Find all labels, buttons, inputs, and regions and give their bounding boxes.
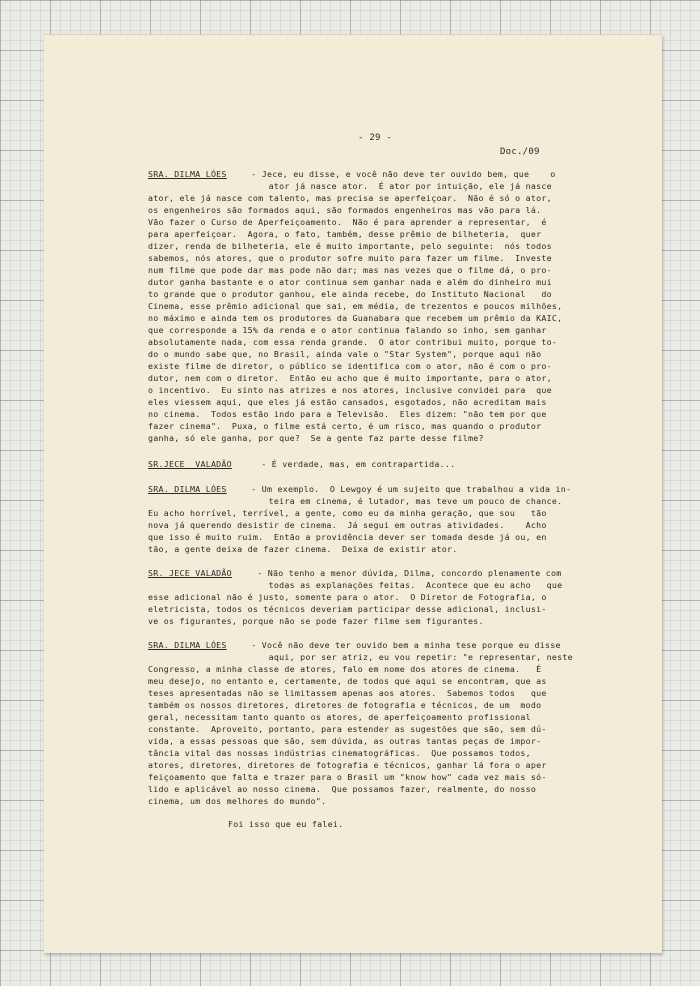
speech-line: Eu acho horrível, terrível, a gente, como eu da minha geração, que sou tão	[148, 508, 547, 518]
speech-line: to grande que o produtor ganhou, ele ainda recebe, do Instituto Nacional do	[148, 289, 552, 299]
speech-line: fazer cinema". Puxa, o filme está certo, é um risco, mas quando o produtor	[148, 421, 542, 431]
speech-line: dutor ganha bastante e o ator continua sem ganhar nada e além do dinheiro mui	[148, 277, 552, 287]
speech-line: existe filme de diretor, o público se identifica com o ator, não é com o pro-	[148, 361, 552, 371]
speech-line: que isso é muito ruim. Então a providência dever ser tomada desde já ou, en	[148, 532, 547, 542]
speech-line: tão, a gente deixa de fazer cinema. Deixa de existir ator.	[148, 544, 458, 554]
speaker-name: SRA. DILMA LÓES	[148, 484, 227, 494]
document-page	[44, 34, 662, 953]
speech-line: - É verdade, mas, em contrapartida...	[256, 459, 456, 469]
speech-line: ve os figurantes, porque não se pode fazer filme sem figurantes.	[148, 616, 484, 626]
speech-line: ganha, só ele ganha, por que? Se a gente faz parte desse filme?	[148, 433, 484, 443]
speech-line: lido e aplicável ao nosso cinema. Que possamos fazer, realmente, do nosso	[148, 784, 537, 794]
speech-line: que corresponde a 15% da renda e o ator continua falando so inho, sem ganhar	[148, 325, 547, 335]
speech-line: cinema, um dos melhores do mundo".	[148, 796, 327, 806]
speech-line: num filme que pode dar mas pode não dar; mas nas vezes que o filme dá, o pro-	[148, 265, 552, 275]
speech-line: feiçoamento que falta e trazer para o Brasil um "know how" cada vez mais só-	[148, 772, 547, 782]
speech-line: todas as explanações feitas. Acontece que eu acho que	[148, 580, 563, 590]
speech-line: constante. Aproveito, portanto, para estender as sugestões que são, sem dú-	[148, 724, 547, 734]
speech-line: - Não tenho a menor dúvida, Dilma, concordo plenamente com	[252, 568, 562, 578]
speech-line: também os nossos diretores, diretores de fotografia e técnicos, de um modo	[148, 700, 542, 710]
speech-line: vida, a essas pessoas que são, sem dúvida, as outras tantas peças de impor-	[148, 736, 542, 746]
speech-line: absolutamente nada, com essa renda grande. O ator contribui muito, porque to-	[148, 337, 558, 347]
speech-line: - Jece, eu disse, e você não deve ter ouvido bem, que o	[246, 169, 556, 179]
speech-line: do o mundo sabe que, no Brasil, ainda vale o "Star System", porque aqui não	[148, 349, 542, 359]
speech-line: Congresso, a minha classe de atores, falo em nome dos atores de cinema. É	[148, 664, 542, 674]
speech-line: geral, necessitam tanto quanto os atores, de aperfeiçoamento profissional	[148, 712, 531, 722]
closing-line: Foi isso que eu falei.	[228, 819, 344, 829]
speech-line: Vão fazer o Curso de Aperfeiçoamento. Não é para aprender a representar, é	[148, 217, 547, 227]
speech-line: esse adicional não é justo, somente para o ator. O Diretor de Fotografia, o	[148, 592, 547, 602]
speech-line: no máximo e ainda tem os produtores da Guanabara que recebem um prêmio da KAIC,	[148, 313, 563, 323]
page-number: - 29 -	[358, 133, 393, 143]
speaker-name: SR. JECE VALADÃO	[148, 568, 232, 578]
speech-line: para aperfeiçoar. Agora, o fato, também, desse prêmio de bilheteria, quer	[148, 229, 542, 239]
document-reference: Doc./09	[500, 147, 540, 157]
speaker-name: SRA. DILMA LÓES	[148, 169, 227, 179]
speech-line: ator, ele já nasce com talento, mas precisa se aperfeiçoar. Não é só o ator,	[148, 193, 552, 203]
speech-line: o incentivo. Eu sinto nas atrizes e nos atores, inclusive convidei para que	[148, 385, 552, 395]
speech-line: eletricista, todos os técnicos deveriam participar desse adicional, inclusi-	[148, 604, 547, 614]
speech-line: - Um exemplo. O Lewgoy é um sujeito que trabalhou a vida in-	[246, 484, 572, 494]
speech-line: atores, diretores, diretores de fotografia e técnicos, ganhar lá fora o aper	[148, 760, 547, 770]
speech-line: os engenheiros são formados aqui, são formados engenheiros mas vão para lá.	[148, 205, 542, 215]
speech-line: dutor, nem com o diretor. Então eu acho que é muito importante, para o ator,	[148, 373, 552, 383]
speaker-name: SR.JECE VALADÃO	[148, 459, 232, 469]
speech-line: ator já nasce ator. É ator por intuição, ele já nasce	[148, 181, 552, 191]
speech-line: Cinema, esse prêmio adicional que sai, em média, de trezentos e poucos milhões,	[148, 301, 563, 311]
speech-line: no cinema. Todos estão indo para a Televisão. Eles dizem: "não tem por que	[148, 409, 547, 419]
speech-line: sabemos, nós atores, que o produtor sofre muito para fazer um filme. Investe	[148, 253, 552, 263]
speech-line: teses apresentadas não se limitassem apenas aos atores. Sabemos todos que	[148, 688, 547, 698]
speech-line: eles viessem aqui, que eles já estão cansados, esgotados, não acreditam mais	[148, 397, 547, 407]
speech-line: meu desejo, no entanto e, certamente, de todos que aqui se encontram, que as	[148, 676, 547, 686]
speech-line: aqui, por ser atriz, eu vou repetir: "e representar, neste	[148, 652, 573, 662]
speech-line: teira em cinema, é lutador, mas teve um pouco de chance.	[148, 496, 563, 506]
speech-line: dizer, renda de bilheteria, ele é muito importante, pelo seguinte: nós todos	[148, 241, 552, 251]
speech-line: nova já querendo desistir de cinema. Já segui em outras atividades. Acho	[148, 520, 547, 530]
speech-line: tância vital das nossas indústrias cinematográficas. Que possamos todos,	[148, 748, 531, 758]
speaker-name: SRA. DILMA LÓES	[148, 640, 227, 650]
speech-line: - Você não deve ter ouvido bem a minha tese porque eu disse	[246, 640, 561, 650]
